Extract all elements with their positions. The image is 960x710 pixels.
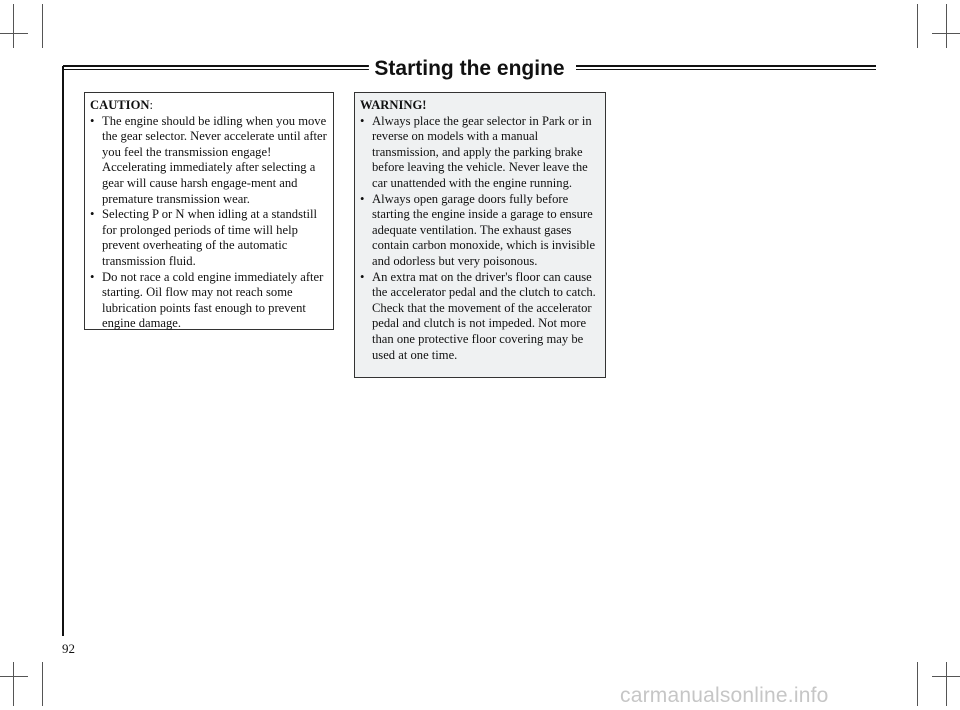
caution-item: • Do not race a cold engine immediately after starting. Oil flow may not reach some lubrication points fast enough to prevent engine damage. [90, 269, 324, 331]
margin-rule [62, 66, 64, 636]
bullet-icon: • [360, 191, 365, 206]
crop-mark [42, 662, 43, 706]
crop-mark [13, 4, 14, 48]
caution-item: • The engine should be idling when you move the gear selector. Never accelerate until after you feel the transmission engage! Accelerating immediately after selecting a gear will cause harsh engage-ment and premature transmission wear. [90, 113, 327, 206]
warning-list [360, 114, 599, 364]
crop-mark [946, 662, 947, 706]
section-title: Starting the engine [368, 57, 570, 81]
crop-mark [0, 33, 28, 34]
header-rule-left [63, 65, 380, 70]
bullet-icon: • [360, 113, 365, 128]
crop-mark [932, 676, 960, 677]
crop-mark [946, 4, 947, 48]
bullet-icon: • [90, 207, 95, 222]
crop-mark [42, 4, 43, 48]
crop-mark [13, 662, 14, 706]
caution-item: • Selecting P or N when idling at a standstill for prolonged periods of time will help prevent overheating of the automatic transmission fluid. [90, 207, 317, 268]
warning-title: WARNING! [360, 98, 427, 112]
bullet-icon: • [90, 113, 95, 128]
caution-title: CAUTION: [90, 98, 153, 112]
bullet-icon: • [360, 269, 365, 284]
warning-item: • Always open garage doors fully before starting the engine inside a garage to ensure adequate ventilation. The exhaust gases contain carbon monoxide, which is invisible and odorless but very poisonous. [360, 191, 596, 268]
bullet-icon: • [90, 269, 95, 284]
crop-mark [932, 33, 960, 34]
crop-mark [917, 662, 918, 706]
page-number: 92 [62, 641, 75, 656]
watermark: carmanualsonline.info [620, 684, 829, 707]
crop-mark [0, 676, 28, 677]
crop-mark [917, 4, 918, 48]
warning-item: • Always place the gear selector in Park or in reverse on models with a manual transmission, and apply the parking brake before leaving the vehicle. Never leave the car unattended with the engine running. [360, 113, 592, 190]
warning-item: • An extra mat on the driver's floor can cause the accelerator pedal and the clutch to catch. Check that the movement of the accelerator pedal and clutch is not impeded. Not more than one protective floor covering may be used at one time. [360, 269, 596, 362]
caution-list [90, 114, 327, 332]
caution-box [84, 92, 334, 330]
header-rule-right [576, 65, 876, 70]
warning-box [354, 92, 606, 378]
section-header [63, 58, 876, 80]
